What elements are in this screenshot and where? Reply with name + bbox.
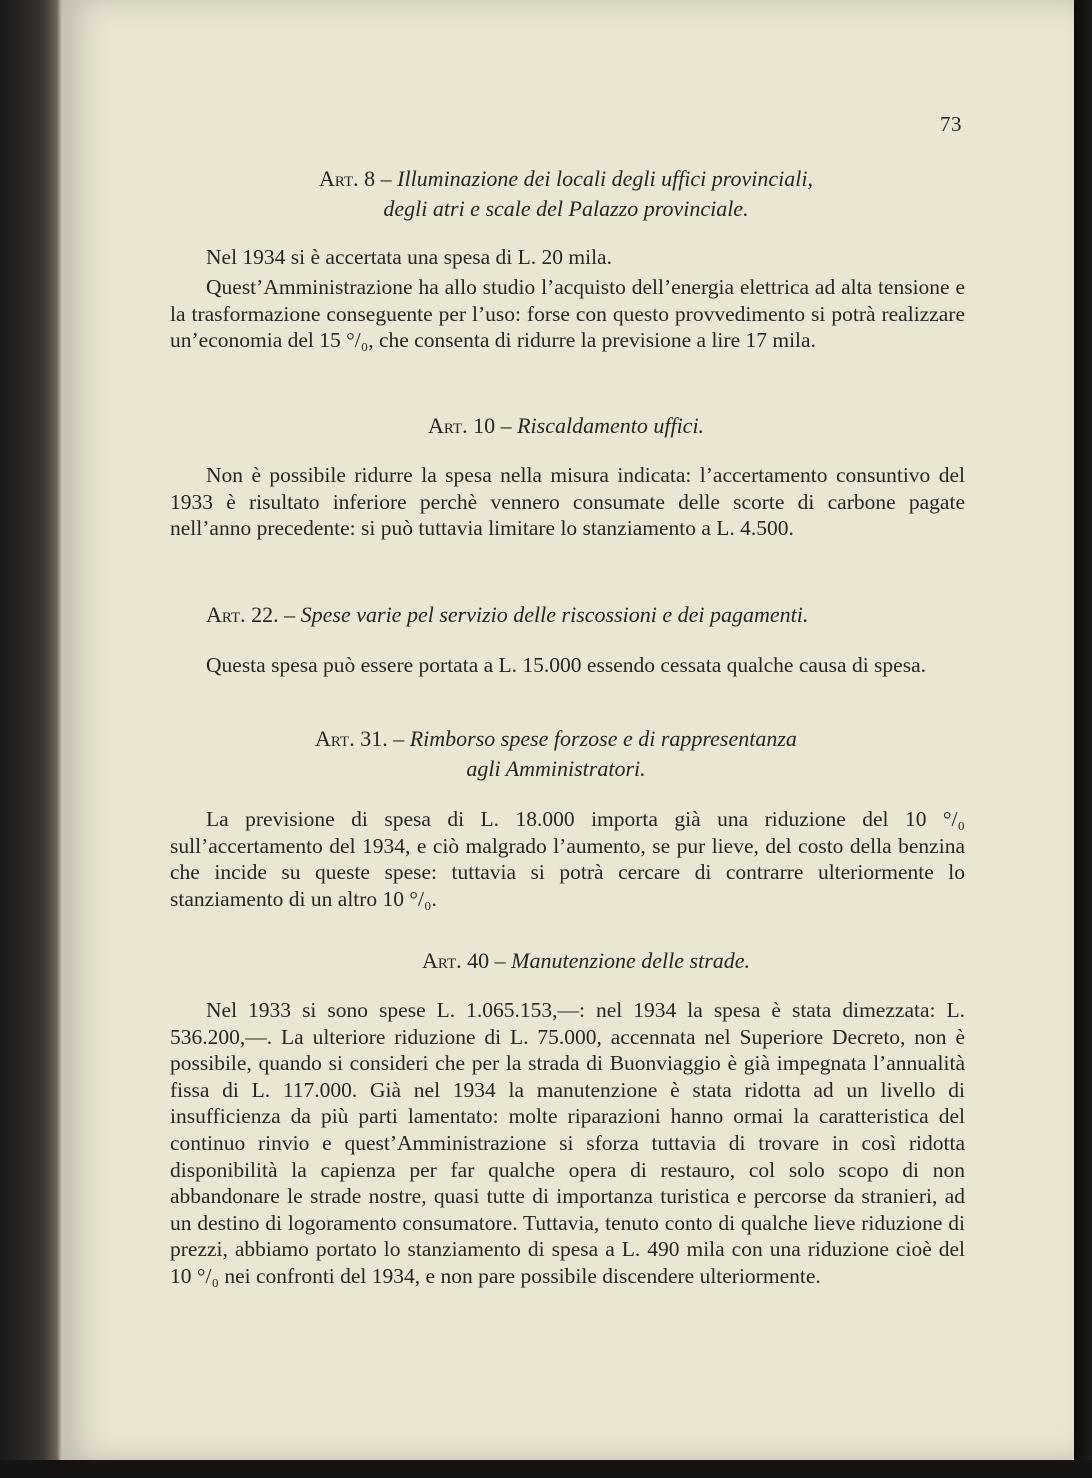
paragraph: La previsione di spesa di L. 18.000 importa già una riduzione del 10 °/₀ sull’accertamento del 1934, e ciò malgrado l’aumento, se pur lieve, del costo della benzina che incide su queste spese: tuttavia si potrà cercare di contrarre ulteriormente lo stanziamento di un altro 10 °/₀. <box>170 807 965 911</box>
scan-right-border <box>1074 0 1092 1478</box>
article-number: Art. 8 <box>318 166 376 191</box>
scan-bottom-border <box>0 1460 1092 1478</box>
article-number: Art. 10 <box>427 413 496 438</box>
paragraph: Nel 1933 si sono spese L. 1.065.153,—: nel 1934 la spesa è stata dimezzata: L. 536.200,—. La ulteriore riduzione di L. 75.000, accennata nel Superiore Decreto, non è possibile, quando si consideri che per la strada di Buonviaggio è già impegnata l’annualità fissa di L. 117.000. Già nel 1934 la manutenzione è stata ridotta ad un livello di insufficienza da più parti lamentato: molte riparazioni hanno ormai la caratteristica del continuo rinvio e quest’Amministrazione si sforza tuttavia di trovare in così ridotta disponibilità la capienza per far qualche opera di restauro, col solo scopo di non abbandonare le strade nostre, quasi tutte di importanza turistica e percorse da stranieri, ad un destino di logoramento consumatore. Tuttavia, tenuto conto di qualche lieve riduzione di prezzi, abbiamo portato lo stanziamento di spesa a L. 490 mila con una riduzione cioè del 10 °/₀ nei confronti del 1934, e non pare possibile discendere ulteriormente. <box>170 998 965 1288</box>
heading-art-22 <box>170 600 965 630</box>
heading-separator: – <box>278 602 301 627</box>
heading-title-line1: Manutenzione delle strade. <box>511 948 751 973</box>
heading-separator: – <box>375 166 398 191</box>
article-number: Art. 31. <box>315 726 388 751</box>
heading-art-8 <box>160 164 972 224</box>
heading-title-line2: degli atri e scale del Palazzo provinciale. <box>383 196 749 221</box>
heading-separator: – <box>495 413 518 438</box>
article-number: Art. 22. <box>206 602 279 627</box>
heading-art-10 <box>160 411 972 441</box>
paragraph: Questa spesa può essere portata a L. 15.000 essendo cessata qualche causa di spesa. <box>206 653 926 677</box>
heading-separator: – <box>387 726 410 751</box>
heading-art-31 <box>150 724 962 784</box>
heading-title-line1: Illuminazione dei locali degli uffici provinciali, <box>397 166 814 191</box>
paragraph: Quest’Amministrazione ha allo studio l’acquisto dell’energia elettrica ad alta tensione e la trasformazione conseguente per l’uso: forse con questo provvedimento si potrà realizzare un’economia del 15 °/₀, che consenta di ridurre la previsione a lire 17 mila. <box>170 275 965 353</box>
paragraph: Non è possibile ridurre la spesa nella misura indicata: l’accertamento consuntivo del 1933 è risultato inferiore perchè vennero consumate delle scorte di carbone pagate nell’anno precedente: si può tuttavia limitare lo stanziamento a L. 4.500. <box>170 463 965 541</box>
article-number: Art. 40 <box>421 948 490 973</box>
heading-separator: – <box>489 948 512 973</box>
heading-title-line1: Riscaldamento uffici. <box>517 413 705 438</box>
heading-title-line2: agli Amministratori. <box>466 756 646 781</box>
paragraph: Nel 1934 si è accertata una spesa di L. 20 mila. <box>206 245 612 269</box>
book-spine-shadow <box>0 0 62 1478</box>
heading-title-line1: Spese varie pel servizio delle riscossioni e dei pagamenti. <box>300 602 809 627</box>
page-number: 73 <box>940 112 962 136</box>
heading-art-40 <box>180 946 992 976</box>
heading-title-line1: Rimborso spese forzose e di rappresentanza <box>409 726 797 751</box>
